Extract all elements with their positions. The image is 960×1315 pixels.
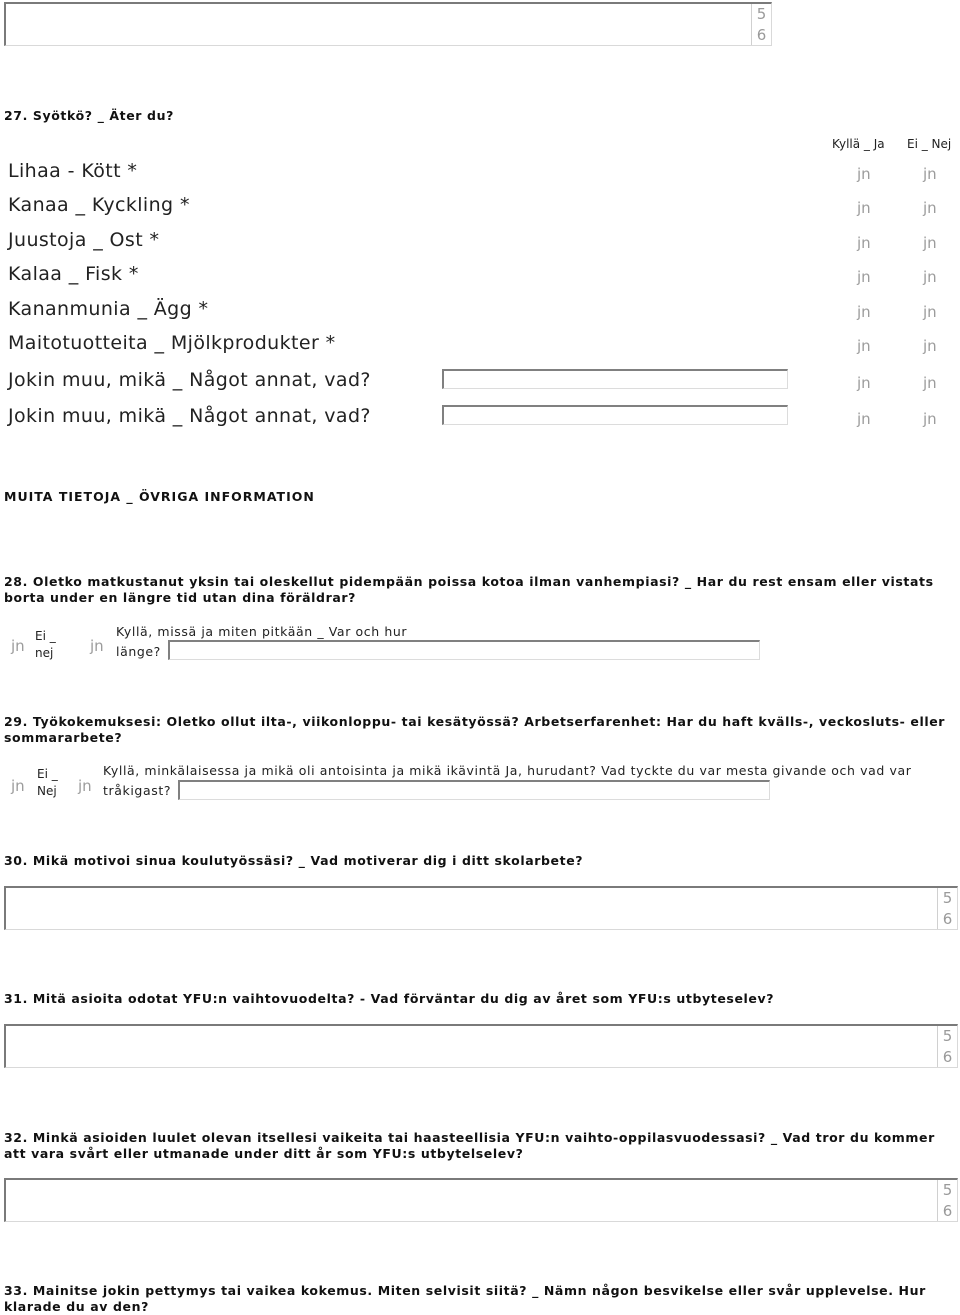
textarea-scrollbar[interactable] xyxy=(751,4,771,45)
yes-radio[interactable]: jn xyxy=(857,165,871,183)
column-header-no: Ei _ Nej xyxy=(907,137,952,151)
no-radio[interactable]: jn xyxy=(923,165,937,183)
food-label: Jokin muu, mikä _ Något annat, vad? xyxy=(8,369,371,391)
yes-radio[interactable]: jn xyxy=(857,337,871,355)
challenges-textarea[interactable] xyxy=(4,1178,958,1222)
textarea-scrollbar[interactable] xyxy=(937,888,957,929)
no-radio[interactable]: jn xyxy=(923,268,937,286)
question-33-title: 33. Mainitse jokin pettymys tai vaikea kokemus. Miten selvisit siitä? _ Nämn någon besvikelse eller svår upplevelse. Hur klarade du av den? xyxy=(4,1283,926,1314)
expectations-textarea[interactable] xyxy=(4,1024,958,1068)
food-label: Jokin muu, mikä _ Något annat, vad? xyxy=(8,405,371,427)
yes-radio[interactable]: jn xyxy=(857,234,871,252)
yes-radio[interactable]: jn xyxy=(78,777,92,795)
food-label: Juustoja _ Ost * xyxy=(8,229,160,251)
yes-radio[interactable]: jn xyxy=(857,410,871,428)
no-radio[interactable]: jn xyxy=(923,374,937,392)
scroll-down-icon[interactable]: 6 xyxy=(756,25,767,44)
question-31-title: 31. Mitä asioita odotat YFU:n vaihtovuodelta? - Vad förväntar du dig av året som YFU:s utbyteselev? xyxy=(4,991,775,1006)
scroll-down-icon[interactable]: 6 xyxy=(942,909,953,928)
yes-radio[interactable]: jn xyxy=(90,637,104,655)
scroll-down-icon[interactable]: 6 xyxy=(942,1201,953,1220)
food-label: Kananmunia _ Ägg * xyxy=(8,298,209,320)
food-label: Kalaa _ Fisk * xyxy=(8,263,139,285)
scroll-up-icon[interactable]: 5 xyxy=(756,5,767,24)
column-header-yes: Kyllä _ Ja xyxy=(832,137,885,151)
textarea-scrollbar[interactable] xyxy=(937,1180,957,1221)
question-32-title: 32. Minkä asioiden luulet olevan itsellesi vaikeita tai haasteellisia YFU:n vaihto-oppilasvuodessasi? _ Vad tror du kommer att vara svårt eller utmanade under ditt år som YFU:s utbytelselev? xyxy=(4,1130,935,1161)
scroll-up-icon[interactable]: 5 xyxy=(942,889,953,908)
other-food-input[interactable] xyxy=(442,405,788,425)
other-food-input[interactable] xyxy=(442,369,788,389)
section-heading: MUITA TIETOJA _ ÖVRIGA INFORMATION xyxy=(4,489,315,504)
textarea-scrollbar[interactable] xyxy=(937,1026,957,1067)
yes-radio[interactable]: jn xyxy=(857,268,871,286)
scroll-up-icon[interactable]: 5 xyxy=(942,1181,953,1200)
option-no-label: Ei _ Nej xyxy=(37,767,58,798)
yes-radio[interactable]: jn xyxy=(857,303,871,321)
previous-answer-textarea[interactable] xyxy=(4,2,772,46)
option-yes-label-cont: länge? xyxy=(116,644,161,659)
work-experience-input[interactable] xyxy=(178,780,770,800)
scroll-up-icon[interactable]: 5 xyxy=(942,1027,953,1046)
question-30-title: 30. Mikä motivoi sinua koulutyössäsi? _ Vad motiverar dig i ditt skolarbete? xyxy=(4,853,584,868)
yes-radio[interactable]: jn xyxy=(857,374,871,392)
motivation-textarea[interactable] xyxy=(4,886,958,930)
option-yes-label-cont: tråkigast? xyxy=(103,783,172,798)
question-28-title: 28. Oletko matkustanut yksin tai oleskellut pidempään poissa kotoa ilman vanhempiasi? _ Har du rest ensam eller vistats borta under en längre tid utan dina föräldrar? xyxy=(4,574,934,605)
food-label: Maitotuotteita _ Mjölkprodukter * xyxy=(8,332,336,354)
question-29-title: 29. Työkokemuksesi: Oletko ollut ilta-, viikonloppu- tai kesätyössä? Arbetserfarenhet: Har du haft kvälls-, veckosluts- eller sommararbete? xyxy=(4,714,946,745)
food-label: Lihaa - Kött * xyxy=(8,160,138,182)
option-yes-label: Kyllä, missä ja miten pitkään _ Var och hur xyxy=(116,624,408,639)
no-radio[interactable]: jn xyxy=(923,199,937,217)
option-yes-label: Kyllä, minkälaisessa ja mikä oli antoisinta ja mikä ikävintä Ja, hurudant? Vad tyckte du var mesta givande och vad var xyxy=(103,763,912,778)
option-no-label: Ei _ nej xyxy=(35,629,56,660)
travel-details-input[interactable] xyxy=(168,640,760,660)
no-radio[interactable]: jn xyxy=(923,337,937,355)
no-radio[interactable]: jn xyxy=(923,303,937,321)
no-radio[interactable]: jn xyxy=(11,777,25,795)
no-radio[interactable]: jn xyxy=(923,234,937,252)
food-label: Kanaa _ Kyckling * xyxy=(8,194,190,216)
no-radio[interactable]: jn xyxy=(923,410,937,428)
scroll-down-icon[interactable]: 6 xyxy=(942,1047,953,1066)
no-radio[interactable]: jn xyxy=(11,637,25,655)
yes-radio[interactable]: jn xyxy=(857,199,871,217)
question-27-title: 27. Syötkö? _ Äter du? xyxy=(4,108,174,123)
